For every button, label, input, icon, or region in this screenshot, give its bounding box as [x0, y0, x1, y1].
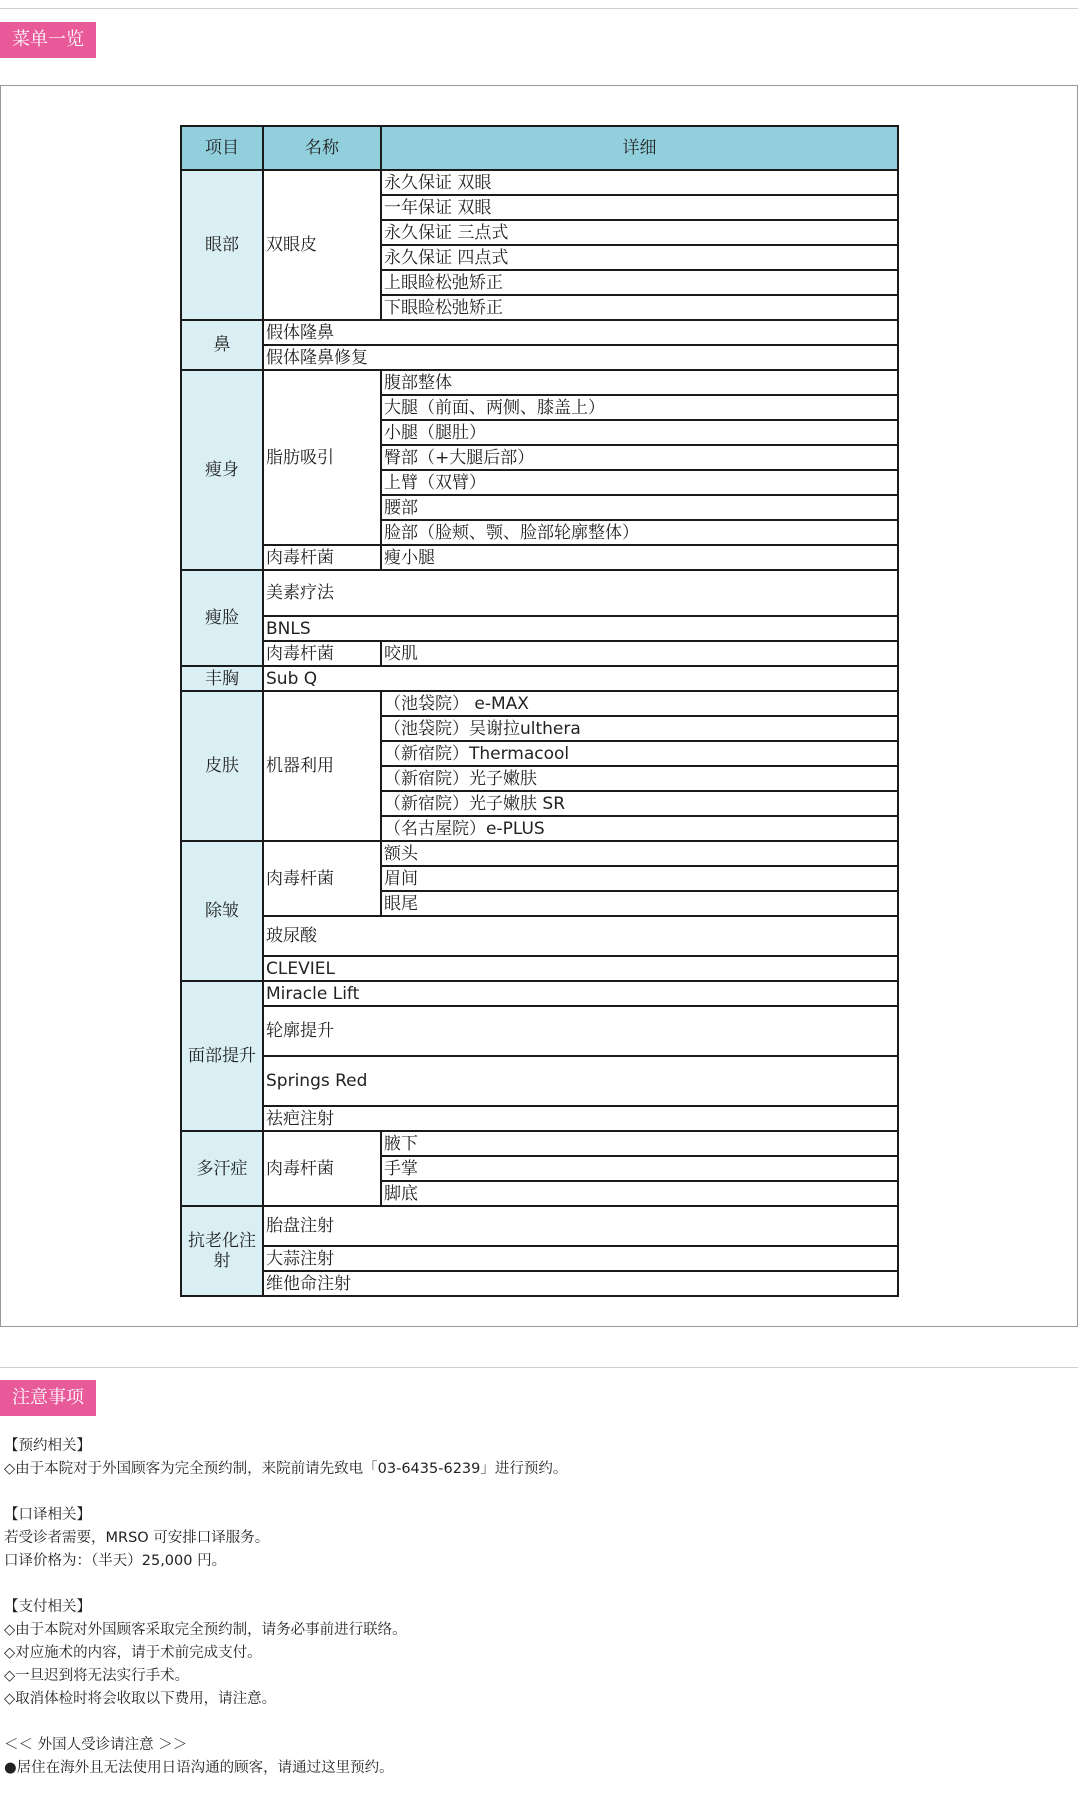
- name-cell: 双眼皮: [263, 170, 381, 320]
- notes-line: ＜＜ 外国人受诊请注意 ＞＞: [4, 1737, 188, 1753]
- notes-line: 若受诊者需要，MRSO 可安排口译服务。: [4, 1530, 270, 1546]
- detail-cell: 小腿（腿肚）: [381, 420, 898, 445]
- name-cell: 肉毒杆菌: [263, 1131, 381, 1206]
- header-name: 名称: [263, 126, 381, 170]
- notes-line: ◇一旦迟到将无法实行手术。: [4, 1668, 190, 1684]
- notes-line: ◇取消体检时将会收取以下费用，请注意。: [4, 1691, 277, 1707]
- notes-body: [4, 1435, 1074, 1780]
- detail-cell: 眼尾: [381, 891, 898, 916]
- notes-line: ◇由于本院对外国顾客采取完全预约制，请务必事前进行联络。: [4, 1622, 407, 1638]
- name-cell: Springs Red: [263, 1056, 898, 1106]
- name-cell: 肉毒杆菌: [263, 841, 381, 916]
- name-cell: 肉毒杆菌: [263, 641, 381, 666]
- name-cell: Sub Q: [263, 666, 898, 691]
- table-row: [181, 320, 898, 345]
- detail-cell: 眉间: [381, 866, 898, 891]
- notes-spacer: [4, 1481, 1074, 1504]
- table-row: [181, 691, 898, 716]
- notes-line: 口译价格为：（半天）25,000 円。: [4, 1553, 227, 1569]
- name-cell: 玻尿酸: [263, 916, 898, 956]
- name-cell: CLEVIEL: [263, 956, 898, 981]
- name-cell: 维他命注射: [263, 1271, 898, 1296]
- detail-cell: 手掌: [381, 1156, 898, 1181]
- detail-cell: 咬肌: [381, 641, 898, 666]
- category-cell: 皮肤: [181, 691, 263, 841]
- detail-cell: 永久保证 四点式: [381, 245, 898, 270]
- name-cell: Miracle Lift: [263, 981, 898, 1006]
- detail-cell: 腰部: [381, 495, 898, 520]
- table-row: [181, 1246, 898, 1271]
- table-row: [181, 841, 898, 866]
- header-detail: 详细: [381, 126, 898, 170]
- notes-line: ●居住在海外且无法使用日语沟通的顾客，请通过这里预约。: [4, 1760, 394, 1776]
- name-cell: 假体隆鼻: [263, 320, 898, 345]
- detail-cell: 腋下: [381, 1131, 898, 1156]
- name-cell: 祛疤注射: [263, 1106, 898, 1131]
- name-cell: 假体隆鼻修复: [263, 345, 898, 370]
- table-row: [181, 1106, 898, 1131]
- table-row: [181, 1271, 898, 1296]
- menu-table: [180, 125, 899, 1297]
- name-cell: 肉毒杆菌: [263, 545, 381, 570]
- detail-cell: （池袋院）吴谢拉ulthera: [381, 716, 898, 741]
- category-cell: 瘦身: [181, 370, 263, 570]
- category-cell: 多汗症: [181, 1131, 263, 1206]
- table-row: [181, 570, 898, 616]
- table-row: [181, 956, 898, 981]
- notes-line: 【预约相关】: [4, 1438, 91, 1454]
- middle-divider: [0, 1367, 1078, 1368]
- table-row: [181, 981, 898, 1006]
- category-cell: 瘦脸: [181, 570, 263, 666]
- table-row: [181, 666, 898, 691]
- detail-cell: 脚底: [381, 1181, 898, 1206]
- detail-cell: 臀部（+大腿后部）: [381, 445, 898, 470]
- table-row: [181, 1006, 898, 1056]
- table-row: [181, 641, 898, 666]
- category-cell: 除皱: [181, 841, 263, 981]
- detail-cell: （新宿院）光子嫩肤: [381, 766, 898, 791]
- name-cell: 大蒜注射: [263, 1246, 898, 1271]
- table-row: [181, 616, 898, 641]
- notes-spacer: [4, 1711, 1074, 1734]
- table-row: [181, 1206, 898, 1246]
- category-cell: 抗老化注射: [181, 1206, 263, 1296]
- menu-section-title: 菜单一览: [0, 22, 96, 58]
- detail-cell: 一年保证 双眼: [381, 195, 898, 220]
- notes-line: ◇对应施术的内容，请于术前完成支付。: [4, 1645, 262, 1661]
- detail-cell: 大腿（前面、两侧、膝盖上）: [381, 395, 898, 420]
- detail-cell: 脸部（脸颊、颚、脸部轮廓整体）: [381, 520, 898, 545]
- name-cell: 机器利用: [263, 691, 381, 841]
- detail-cell: 永久保证 三点式: [381, 220, 898, 245]
- name-cell: BNLS: [263, 616, 898, 641]
- name-cell: 美素疗法: [263, 570, 898, 616]
- detail-cell: 额头: [381, 841, 898, 866]
- table-row: [181, 1056, 898, 1106]
- table-row: [181, 1131, 898, 1156]
- table-row: [181, 916, 898, 956]
- table-row: [181, 345, 898, 370]
- detail-cell: （名古屋院）e-PLUS: [381, 816, 898, 841]
- detail-cell: 上眼睑松弛矫正: [381, 270, 898, 295]
- name-cell: 轮廓提升: [263, 1006, 898, 1056]
- notes-line: 【支付相关】: [4, 1599, 91, 1615]
- notes-line: ◇由于本院对于外国顾客为完全预约制，来院前请先致电「03-6435-6239」进行预约。: [4, 1461, 568, 1477]
- detail-cell: 下眼睑松弛矫正: [381, 295, 898, 320]
- name-cell: 胎盘注射: [263, 1206, 898, 1246]
- category-cell: 眼部: [181, 170, 263, 320]
- detail-cell: （新宿院）光子嫩肤 SR: [381, 791, 898, 816]
- detail-cell: 腹部整体: [381, 370, 898, 395]
- category-cell: 面部提升: [181, 981, 263, 1131]
- name-cell: 脂肪吸引: [263, 370, 381, 545]
- detail-cell: （池袋院） e-MAX: [381, 691, 898, 716]
- table-row: [181, 545, 898, 570]
- category-cell: 丰胸: [181, 666, 263, 691]
- detail-cell: 瘦小腿: [381, 545, 898, 570]
- table-header-row: [181, 126, 898, 170]
- notes-spacer: [4, 1573, 1074, 1596]
- category-cell: 鼻: [181, 320, 263, 370]
- header-item: 项目: [181, 126, 263, 170]
- detail-cell: 上臂（双臂）: [381, 470, 898, 495]
- detail-cell: 永久保证 双眼: [381, 170, 898, 195]
- table-row: [181, 170, 898, 195]
- notes-section-title: 注意事项: [0, 1380, 96, 1416]
- top-divider: [0, 8, 1078, 9]
- notes-line: 【口译相关】: [4, 1507, 91, 1523]
- detail-cell: （新宿院）Thermacool: [381, 741, 898, 766]
- table-row: [181, 370, 898, 395]
